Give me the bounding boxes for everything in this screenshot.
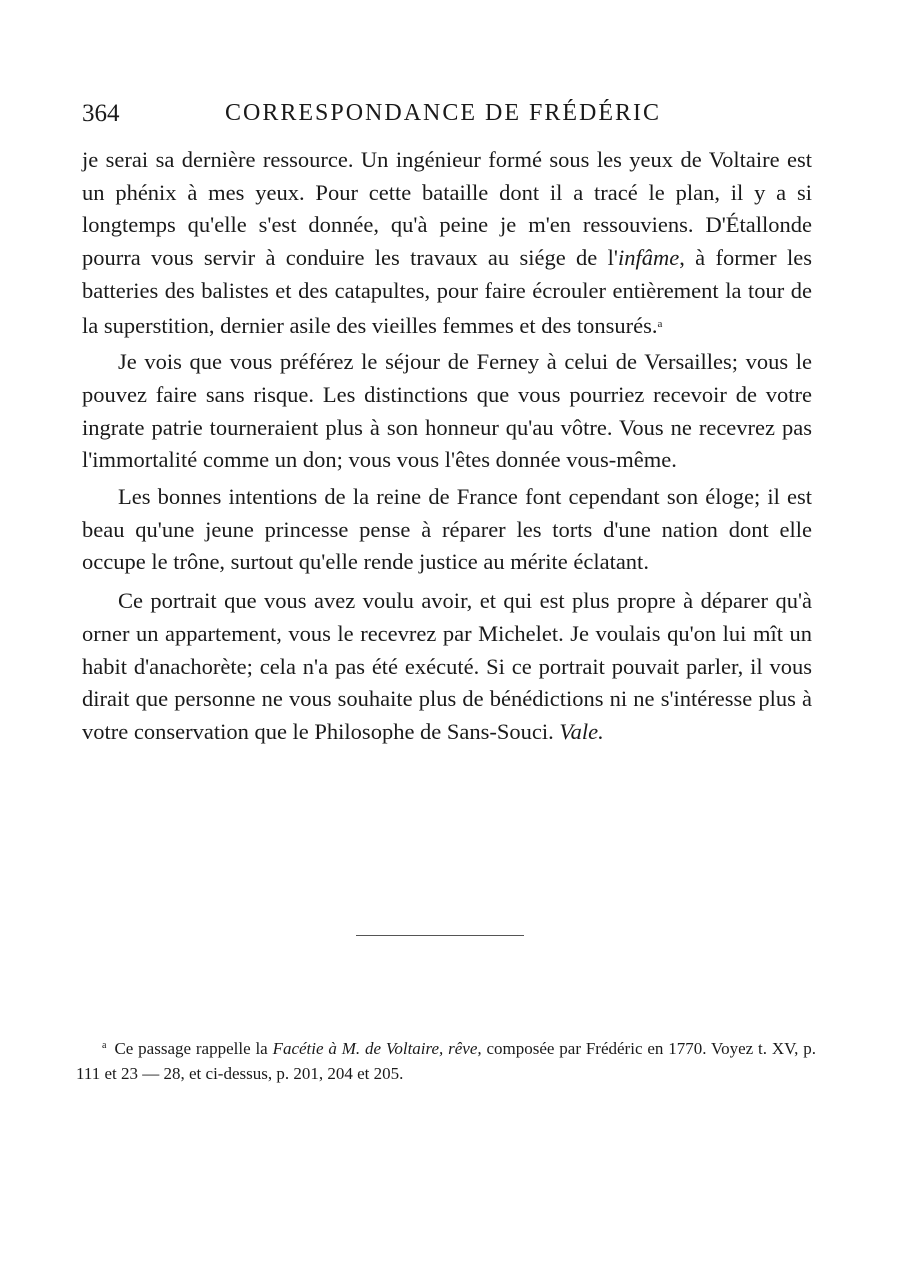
page-number: 364 bbox=[82, 100, 120, 127]
paragraph-2: Je vois que vous préférez le séjour de Ferney à celui de Versailles; vous le pouvez faire sans risque. Les distinctions que vous pourriez recevoir de votre ingrate patrie tourneraient plus à son honneur qu'au vôtre. Vous ne recevrez pas l'immortalité comme un don; vous vous l'êtes donnée vous-même. bbox=[82, 349, 812, 473]
footnote-italic: Facétie à M. de Voltaire, rêve, bbox=[272, 1039, 482, 1058]
footnote-mark: a bbox=[102, 1040, 107, 1051]
running-head: CORRESPONDANCE DE FRÉDÉRIC bbox=[225, 100, 662, 126]
paragraph-1-italic: infâme bbox=[617, 245, 680, 271]
paragraph-3: Les bonnes intentions de la reine de France font cependant son éloge; il est beau qu'une jeune princesse pense à réparer les torts d'une nation dont elle occupe le trône, surtout qu'elle rende justice au mérite éclatant. bbox=[82, 484, 812, 575]
body-text bbox=[82, 144, 812, 749]
footnote-text-a: Ce passage rappelle la bbox=[114, 1039, 273, 1058]
paragraph-4-italic: Vale. bbox=[559, 718, 604, 744]
footnote-ref: a bbox=[657, 317, 663, 330]
paragraph-4-text: Ce portrait que vous avez voulu avoir, et qui est plus propre à déparer qu'à orner un appartement, vous le recevrez par Michelet. Je voulais qu'on lui mît un habit d'anachorète; cela n'a pas été exécuté. Si ce portrait pouvait parler, il vous dirait que personne ne vous souhaite plus de bénédictions ni ne s'intéresse plus à votre conservation que le Philosophe de Sans-Souci. bbox=[82, 588, 812, 744]
footnote bbox=[76, 1033, 816, 1086]
paragraph-1 bbox=[82, 144, 812, 342]
paragraph-1-text-b: , à former les batteries des balistes et des catapultes, pour faire écrouler entièrement la tour de la superstition, dernier asile des vieilles femmes et des tonsurés. bbox=[82, 245, 812, 338]
footnote-text-b: composée par Frédéric en 1770. Voyez t. XV, p. 111 et 23 — 28, et ci-dessus, p. 201, 204 et 205. bbox=[76, 1039, 817, 1083]
paragraph-1-text-a: je serai sa dernière ressource. Un ingénieur formé sous les yeux de Voltaire est un phénix à mes yeux. Pour cette bataille dont il a tracé le plan, il y a si longtemps qu'elle s'est donnée, qu'à peine je m'en ressouviens. D'Étallonde pourra vous servir à conduire les travaux au siége de l' bbox=[82, 147, 812, 271]
page-header bbox=[82, 100, 812, 136]
paragraph-4 bbox=[82, 585, 812, 749]
section-divider bbox=[356, 935, 524, 936]
